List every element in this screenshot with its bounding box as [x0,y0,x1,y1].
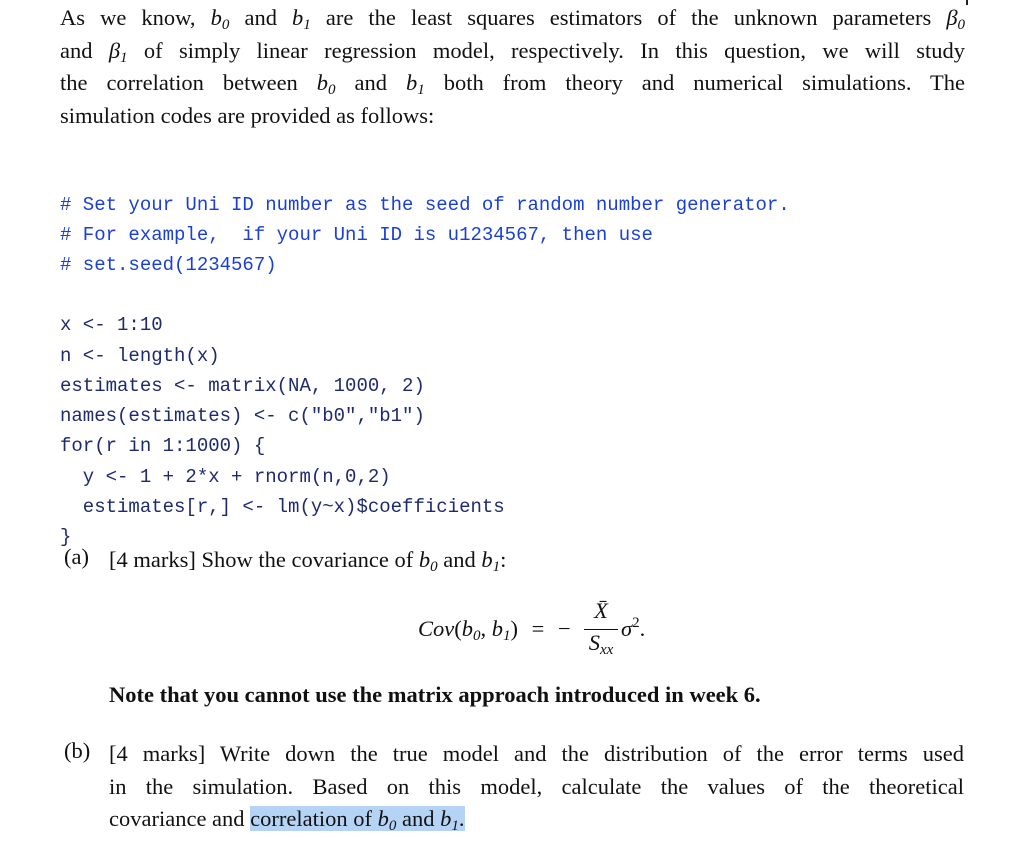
fraction-numerator: X̄ [594,598,608,623]
intro-line-2: and $\beta_1$ of simply linear regression model, respectively. In this question, we will study [60,37,965,66]
code-line: n <- length(x) [60,344,220,367]
equation-sigma: $\sigma^2$. [621,615,646,641]
code-comment-line: # set.seed(1234567) [60,254,277,276]
covariance-equation [418,598,658,662]
fraction-denominator: $S_{xx}$ [588,630,614,658]
part-b-line-2: in the simulation. Based on this model, calculate the values of the theoretical [109,773,964,799]
code-block [60,280,505,583]
code-line: } [60,526,72,549]
part-b-line-3: covariance and correlation of $b_0$ and $b_1$. [109,806,465,834]
code-line: y <- 1 + 2*x + rnorm(n,0,2) [60,465,391,488]
code-line: x <- 1:10 [60,314,163,337]
code-line: names(estimates) <- c("b0","b1") [60,405,425,428]
code-line: for(r in 1:1000) { [60,435,266,458]
equation-lhs: $Cov(b_0$, $b_1$) = − [418,616,571,644]
code-comment-line: # Set your Uni ID number as the seed of random number generator. [60,194,790,216]
note-text: Note that you cannot use the matrix approach introduced in week 6. [109,682,761,707]
part-b-text [109,738,964,836]
part-a-label: (a) [64,544,89,569]
code-comment-line: # For example, if your Uni ID is u1234567, then use [60,224,653,246]
page-edge-mark [966,0,968,5]
code-line: estimates <- matrix(NA, 1000, 2) [60,374,425,397]
code-line: estimates[r,] <- lm(y~x)$coefficients [60,496,505,519]
intro-paragraph [60,2,965,132]
part-a-text: [4 marks] Show the covariance of $b_0$ and $b_1$: [109,547,507,575]
intro-line-3: the correlation between $b_0$ and $b_1$ both from theory and numerical simulations. The [60,70,966,98]
part-b-label: (b) [64,738,91,763]
part-b-line-1: [4 marks] Write down the true model and the distribution of the error terms used [109,741,964,766]
intro-line-4: simulation codes are provided as follows: [60,102,435,128]
highlighted-selection[interactable]: correlation of $b_0$ and $b_1$. [250,806,465,834]
intro-line-1: As we know, $b_0$ and $b_1$ are the least squares estimators of the unknown parameters $\beta_0$ [60,5,966,33]
